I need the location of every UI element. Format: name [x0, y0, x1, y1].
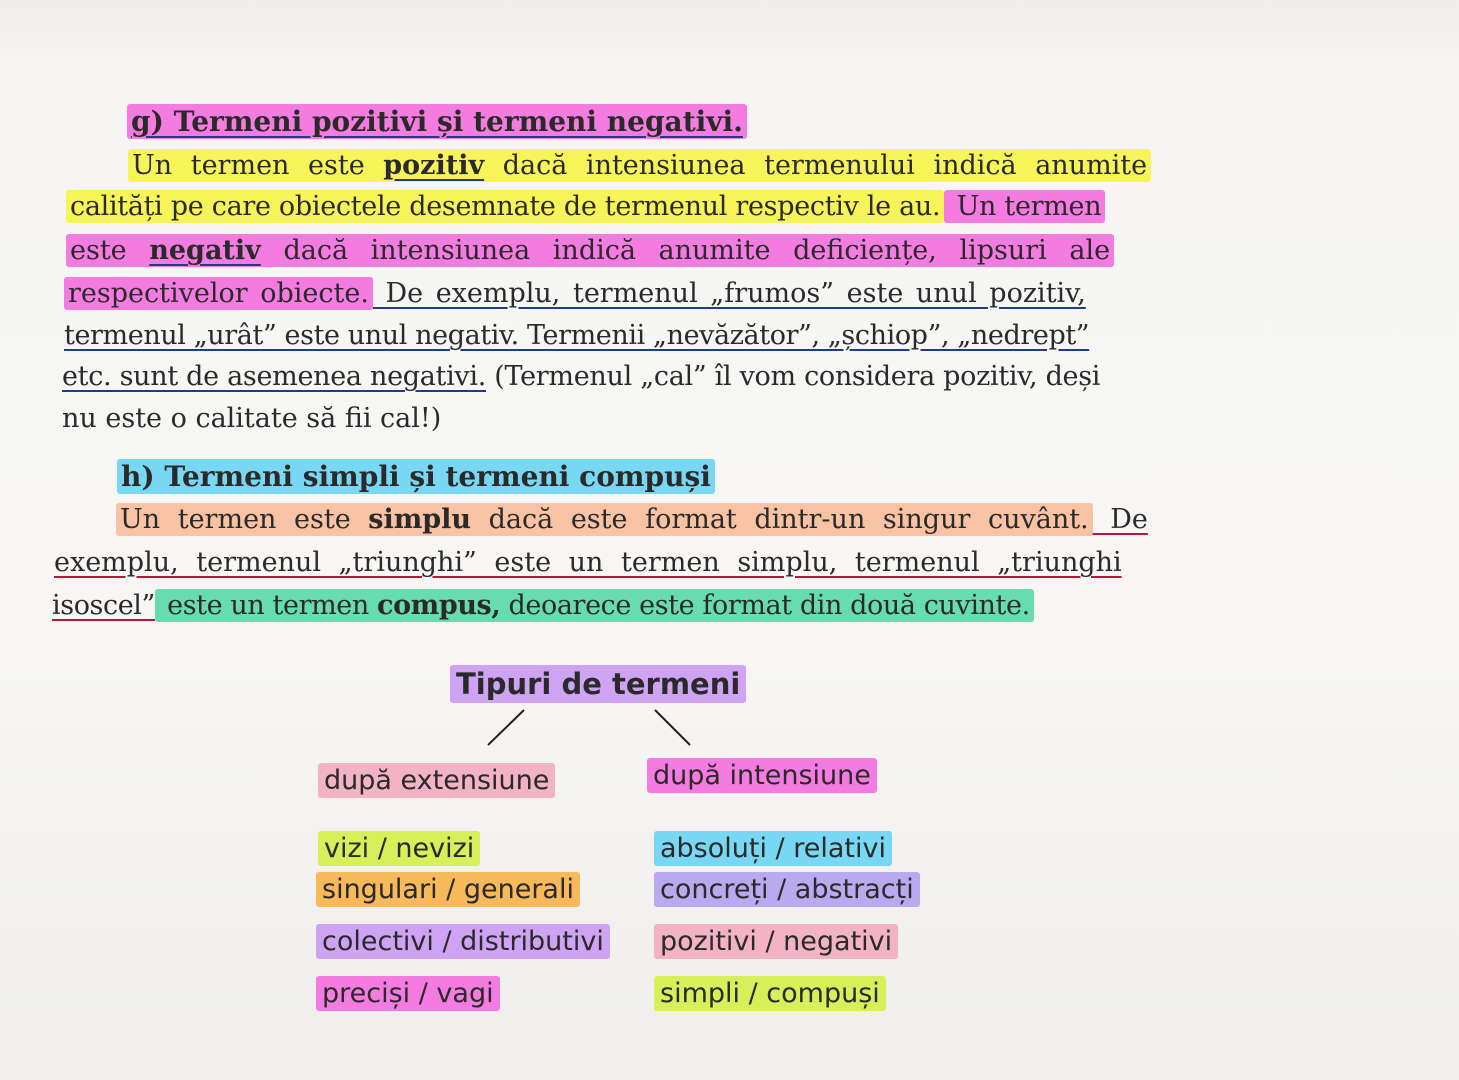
section-h-line-2: exemplu, termenul „triunghi” este un termen simplu, termenul „triunghi — [54, 547, 1122, 578]
term-pozitiv: pozitiv — [383, 150, 485, 181]
section-h-heading: h) Termeni simpli și termeni compuși — [117, 459, 715, 495]
section-g-line-1: Un termen este pozitiv dacă intensiunea termenului indică anumite — [128, 148, 1151, 184]
section-g-line-2: calități pe care obiectele desemnate de termenul respectiv le au. Un termen — [66, 189, 1105, 225]
section-g-line-7: nu este o calitate să fii cal!) — [62, 403, 442, 434]
left-item-4: preciși / vagi — [316, 976, 500, 1012]
section-g-line-5: termenul „urât” este unul negativ. Termenii „nevăzător”, „șchiop”, „nedrept” — [64, 320, 1090, 351]
section-h-line-1: Un termen este simplu dacă este format dintr-un singur cuvânt. De — [116, 502, 1148, 538]
section-h-line-3: isoscel” este un termen compus, deoarece este format din două cuvinte. — [52, 588, 1034, 624]
right-item-3: pozitivi / negativi — [654, 924, 898, 960]
right-branch-label: după intensiune — [647, 758, 877, 794]
right-item-1: absoluți / relativi — [654, 831, 892, 867]
term-simplu: simplu — [368, 504, 472, 535]
left-connector-line — [488, 710, 524, 745]
right-item-2: concreți / abstracți — [654, 872, 920, 908]
left-item-3: colectivi / distributivi — [316, 924, 610, 960]
left-branch-label: după extensiune — [318, 763, 555, 799]
left-item-2: singulari / generali — [316, 872, 580, 908]
term-negativ: negativ — [149, 235, 261, 266]
diagram-title: Tipuri de termeni — [450, 666, 746, 702]
section-g-line-4: respectivelor obiecte. De exemplu, termenul „frumos” este unul pozitiv, — [64, 276, 1086, 312]
section-g-line-6: etc. sunt de asemenea negativi. (Termenul „cal” îl vom considera pozitiv, deși — [62, 361, 1101, 392]
section-g-line-3: este negativ dacă intensiunea indică anumite deficiențe, lipsuri ale — [66, 233, 1114, 269]
right-connector-line — [655, 710, 690, 745]
left-item-1: vizi / nevizi — [318, 831, 480, 867]
term-compus: compus, — [377, 590, 501, 621]
section-g-heading: g) Termeni pozitivi și termeni negativi. — [127, 104, 747, 140]
right-item-4: simpli / compuși — [654, 976, 886, 1012]
